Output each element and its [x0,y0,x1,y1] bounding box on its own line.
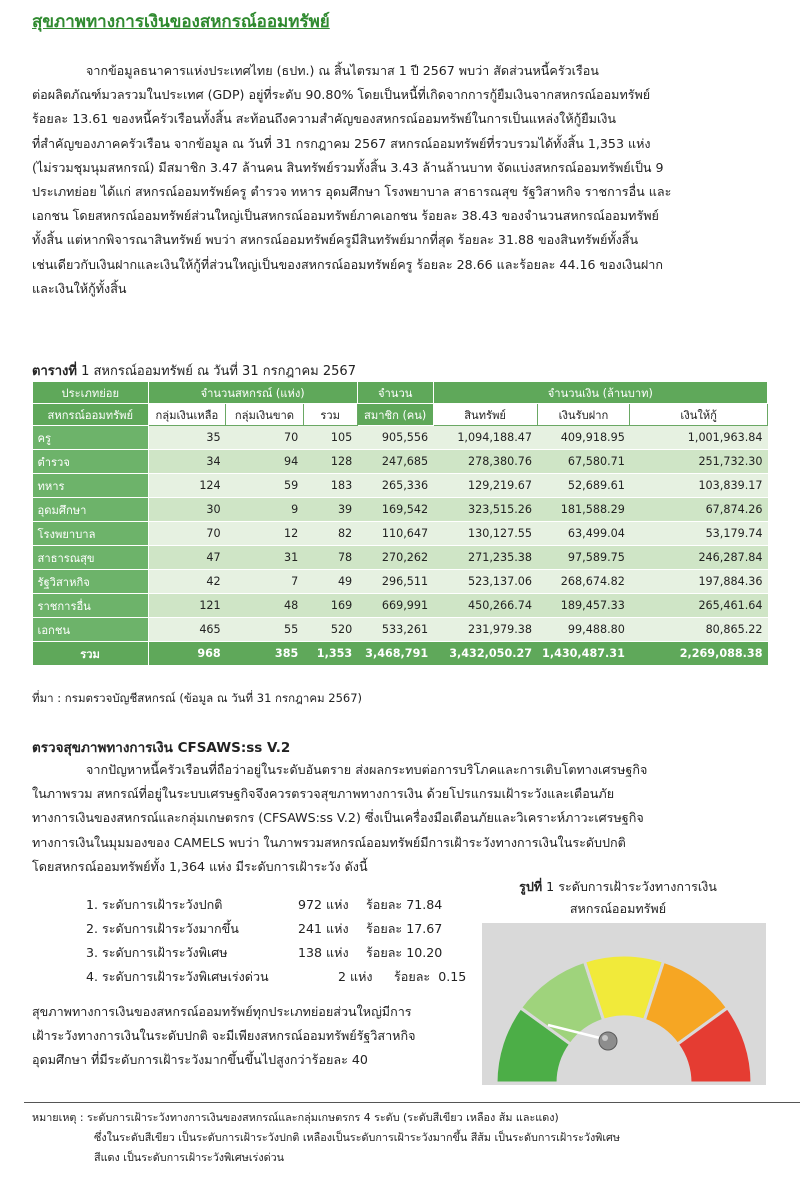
table-caption-label: ตารางที่ [32,364,77,379]
level-item: 4. ระดับการเฝ้าระวังพิเศษเร่งด่วน 2 แห่ง ร้อยละ 0.15 [86,969,467,984]
section2-line: ทางการเงินของสหกรณ์และกลุ่มเกษตรกร (CFSAWS:ss V.2) ซึ่งเป็นเครื่องมือเตือนภัยและวิเคราะห์ภาวะเศรษฐกิจ [32,810,644,826]
table-cell: 669,991 [357,594,433,618]
row-label: ครู [33,426,149,450]
table-cell: 409,918.95 [537,426,630,450]
row-label: อุดมศึกษา [33,498,149,522]
section-title: ตรวจสุขภาพทางการเงิน CFSAWS:ss V.2 [32,740,291,756]
table-cell: 270,262 [357,546,433,570]
table-cell: 78 [303,546,357,570]
row-label: สาธารณสุข [33,546,149,570]
row-label: ตำรวจ [33,450,149,474]
conclusion-paragraph [32,1000,472,1073]
table-cell: 296,511 [357,570,433,594]
gauge-pivot [599,1032,617,1050]
section2-line: โดยสหกรณ์ออมทรัพย์ทั้ง 1,364 แห่ง มีระดับการเฝ้าระวัง ดังนี้ [32,858,368,874]
table-cell: 533,261 [357,618,433,642]
table-cell: 169,542 [357,498,433,522]
table-cell: 129,219.67 [433,474,537,498]
intro-line: ที่สำคัญของภาคครัวเรือน จากข้อมูล ณ วันที่ 31 กรกฎาคม 2567 สหกรณ์ออมทรัพย์ที่รวบรวมได้ทั้งสิ้น 1,353 แห่ง [32,135,651,151]
table-cell: 523,137.06 [433,570,537,594]
figure-title: 1 ระดับการเฝ้าระวังทางการเงิน [546,879,717,894]
table-row [33,426,768,450]
table-cell: 121 [148,594,226,618]
table-cell: 99,488.80 [537,618,630,642]
table-cell: 197,884.36 [630,570,768,594]
level-item: 2. ระดับการเฝ้าระวังมากขึ้น 241 แห่ง ร้อยละ 17.67 [86,921,443,936]
total-cell: 1,353 [303,642,357,666]
table-cell: 9 [226,498,304,522]
table-row [33,522,768,546]
header-money: จำนวนเงิน (ล้านบาท) [433,382,767,404]
table-cell: 169 [303,594,357,618]
row-label: ราชการอื่น [33,594,149,618]
table-cell: 94 [226,450,304,474]
table-cell: 67,580.71 [537,450,630,474]
level-item: 1. ระดับการเฝ้าระวังปกติ 972 แห่ง ร้อยละ 71.84 [86,897,443,912]
table-cell: 67,874.26 [630,498,768,522]
section2-paragraph [32,758,748,879]
note-line-2: ซึ่งในระดับสีเขียว เป็นระดับการเฝ้าระวังปกติ เหลืองเป็นระดับการเฝ้าระวังมากขึ้น สีส้ม เป็นระดับการเฝ้าระวังพิเศษ [94,1131,621,1144]
row-label: โรงพยาบาล [33,522,149,546]
table-caption [32,360,356,381]
conclusion-line: สุขภาพทางการเงินของสหกรณ์ออมทรัพย์ทุกประเภทย่อยส่วนใหญ่มีการ [32,1004,412,1019]
row-label: ทหาร [33,474,149,498]
figure-label: รูปที่ [519,879,543,894]
table-cell: 53,179.74 [630,522,768,546]
row-label: รัฐวิสาหกิจ [33,570,149,594]
table-cell: 70 [226,426,304,450]
subheader-assets: สินทรัพย์ [433,404,537,426]
header-members: จำนวน [357,382,433,404]
table-cell: 47 [148,546,226,570]
table-cell: 80,865.22 [630,618,768,642]
total-cell: 2,269,088.38 [630,642,768,666]
table-cell: 323,515.26 [433,498,537,522]
subheader-loans: เงินให้กู้ [630,404,768,426]
total-cell: 1,430,487.31 [537,642,630,666]
table-cell: 12 [226,522,304,546]
total-cell: 3,432,050.27 [433,642,537,666]
table-row [33,594,768,618]
risk-gauge [482,923,766,1085]
table-cell: 49 [303,570,357,594]
table-caption-text: 1 สหกรณ์ออมทรัพย์ ณ วันที่ 31 กรกฎาคม 2567 [81,364,356,379]
table-cell: 189,457.33 [537,594,630,618]
intro-line: (ไม่รวมชุมนุมสหกรณ์) มีสมาชิก 3.47 ล้านคน สินทรัพย์รวมทั้งสิ้น 3.43 ล้านล้านบาท จัดแบ่งสหกรณ์ออมทรัพย์เป็น 9 [32,159,664,175]
conclusion-line: อุดมศึกษา ที่มีระดับการเฝ้าระวังมากขึ้นขึ้นไปสูงกว่าร้อยละ 40 [32,1052,368,1068]
table-cell: 271,235.38 [433,546,537,570]
table-cell: 82 [303,522,357,546]
table-cell: 30 [148,498,226,522]
table-cell: 181,588.29 [537,498,630,522]
table-cell: 59 [226,474,304,498]
table-cell: 251,732.30 [630,450,768,474]
total-cell: 385 [226,642,304,666]
table-cell: 465 [148,618,226,642]
table-cell: 265,336 [357,474,433,498]
total-cell: 3,468,791 [357,642,433,666]
section2-line: จากปัญหาหนี้ครัวเรือนที่ถือว่าอยู่ในระดับอันตราย ส่งผลกระทบต่อการบริโภคและการเติบโตทางเศรษฐกิจ [86,762,648,777]
section2-line: ทางการเงินในมุมมองของ CAMELS พบว่า ในภาพรวมสหกรณ์ออมทรัพย์มีการเฝ้าระวังทางการเงินในระดับปกติ [32,834,626,850]
total-label: รวม [33,642,149,666]
table-cell: 130,127.55 [433,522,537,546]
levels-list [86,893,466,989]
intro-line: จากข้อมูลธนาคารแห่งประเทศไทย (ธปท.) ณ สิ้นไตรมาส 1 ปี 2567 พบว่า สัดส่วนหนี้ครัวเรือน [86,63,599,78]
table-cell: 105 [303,426,357,450]
gauge-pivot-highlight [602,1035,608,1041]
header-type: ประเภทย่อย [33,382,149,404]
table-cell: 70 [148,522,226,546]
table-row [33,618,768,642]
table-row [33,546,768,570]
table-source: ที่มา : กรมตรวจบัญชีสหกรณ์ (ข้อมูล ณ วันที่ 31 กรกฎาคม 2567) [32,691,363,705]
table-cell: 231,979.38 [433,618,537,642]
table-row [33,570,768,594]
table-cell: 1,001,963.84 [630,426,768,450]
table-row [33,450,768,474]
intro-line: เช่นเดียวกับเงินฝากและเงินให้กู้ที่ส่วนใหญ่เป็นของสหกรณ์ออมทรัพย์ครู ร้อยละ 28.66 และร้อยละ 44.16 ของเงินฝาก [32,256,663,272]
table-cell: 39 [303,498,357,522]
level-item: 3. ระดับการเฝ้าระวังพิเศษ 138 แห่ง ร้อยละ 10.20 [86,945,443,960]
table-cell: 55 [226,618,304,642]
section2-line: ในภาพรวม สหกรณ์ที่อยู่ในระบบเศรษฐกิจจึงควรตรวจสุขภาพทางการเงิน ด้วยโปรแกรมเฝ้าระวังและเตือนภัย [32,786,615,802]
table-cell: 7 [226,570,304,594]
table-cell: 265,461.64 [630,594,768,618]
table-cell: 278,380.76 [433,450,537,474]
intro-line: ต่อผลิตภัณฑ์มวลรวมในประเทศ (GDP) อยู่ที่ระดับ 90.80% โดยเป็นหนี้ที่เกิดจากการกู้ยืมเงินจากสหกรณ์ออมทรัพย์ [32,87,651,103]
intro-line: และเงินให้กู้ทั้งสิ้น [32,280,127,296]
header-count: จำนวนสหกรณ์ (แห่ง) [148,382,357,404]
table-cell: 520 [303,618,357,642]
subheader-deficit: กลุ่มเงินขาด [226,404,304,426]
divider [24,1102,800,1103]
table-cell: 247,685 [357,450,433,474]
table-cell: 103,839.17 [630,474,768,498]
table-row [33,474,768,498]
table-cell: 1,094,188.47 [433,426,537,450]
header-members-2: สมาชิก (คน) [357,404,433,426]
subheader-total: รวม [303,404,357,426]
header-type-2: สหกรณ์ออมทรัพย์ [33,404,149,426]
table-cell: 124 [148,474,226,498]
table-row [33,498,768,522]
table-cell: 52,689.61 [537,474,630,498]
intro-line: ร้อยละ 13.61 ของหนี้ครัวเรือนทั้งสิ้น สะท้อนถึงความสำคัญของสหกรณ์ออมทรัพย์ในการเป็นแหล่งให้กู้ยืมเงิน [32,111,617,127]
total-cell: 968 [148,642,226,666]
table-cell: 450,266.74 [433,594,537,618]
subheader-deposits: เงินรับฝาก [537,404,630,426]
table-cell: 34 [148,450,226,474]
table-cell: 63,499.04 [537,522,630,546]
table-cell: 183 [303,474,357,498]
table-cell: 246,287.84 [630,546,768,570]
table-cell: 35 [148,426,226,450]
intro-line: เอกชน โดยสหกรณ์ออมทรัพย์ส่วนใหญ่เป็นสหกรณ์ออมทรัพย์ภาคเอกชน ร้อยละ 38.43 ของจำนวนสหกรณ์ออมทรัพย์ [32,208,659,224]
subheader-surplus: กลุ่มเงินเหลือ [148,404,226,426]
row-label: เอกชน [33,618,149,642]
note-line-3: สีแดง เป็นระดับการเฝ้าระวังพิเศษเร่งด่วน [94,1151,285,1164]
intro-line: ทั้งสิ้น แต่หากพิจารณาสินทรัพย์ พบว่า สหกรณ์ออมทรัพย์ครูมีสินทรัพย์มากที่สุด ร้อยละ 31.88 ของสินทรัพย์ทั้งสิ้น [32,232,639,248]
figure-title-2: สหกรณ์ออมทรัพย์ [569,901,667,916]
table-cell: 48 [226,594,304,618]
cooperative-table [32,381,768,666]
intro-paragraph [32,59,748,301]
table-cell: 110,647 [357,522,433,546]
conclusion-line: เฝ้าระวังทางการเงินในระดับปกติ จะมีเพียงสหกรณ์ออมทรัพย์รัฐวิสาหกิจ [32,1028,416,1044]
figure-caption [488,876,748,920]
table-cell: 905,556 [357,426,433,450]
total-row [33,642,768,666]
note-line-1: หมายเหตุ : ระดับการเฝ้าระวังทางการเงินของสหกรณ์และกลุ่มเกษตรกร 4 ระดับ (ระดับสีเขียว เหลือง ส้ม และแดง) [32,1111,559,1124]
table-cell: 97,589.75 [537,546,630,570]
table-cell: 128 [303,450,357,474]
page-title: สุขภาพทางการเงินของสหกรณ์ออมทรัพย์ [32,12,330,32]
table-cell: 42 [148,570,226,594]
table-cell: 268,674.82 [537,570,630,594]
intro-line: ประเภทย่อย ได้แก่ สหกรณ์ออมทรัพย์ครู ตำรวจ ทหาร อุดมศึกษา โรงพยาบาล สาธารณสุข รัฐวิสาหกิจ ราชการอื่น และ [32,184,672,200]
table-cell: 31 [226,546,304,570]
